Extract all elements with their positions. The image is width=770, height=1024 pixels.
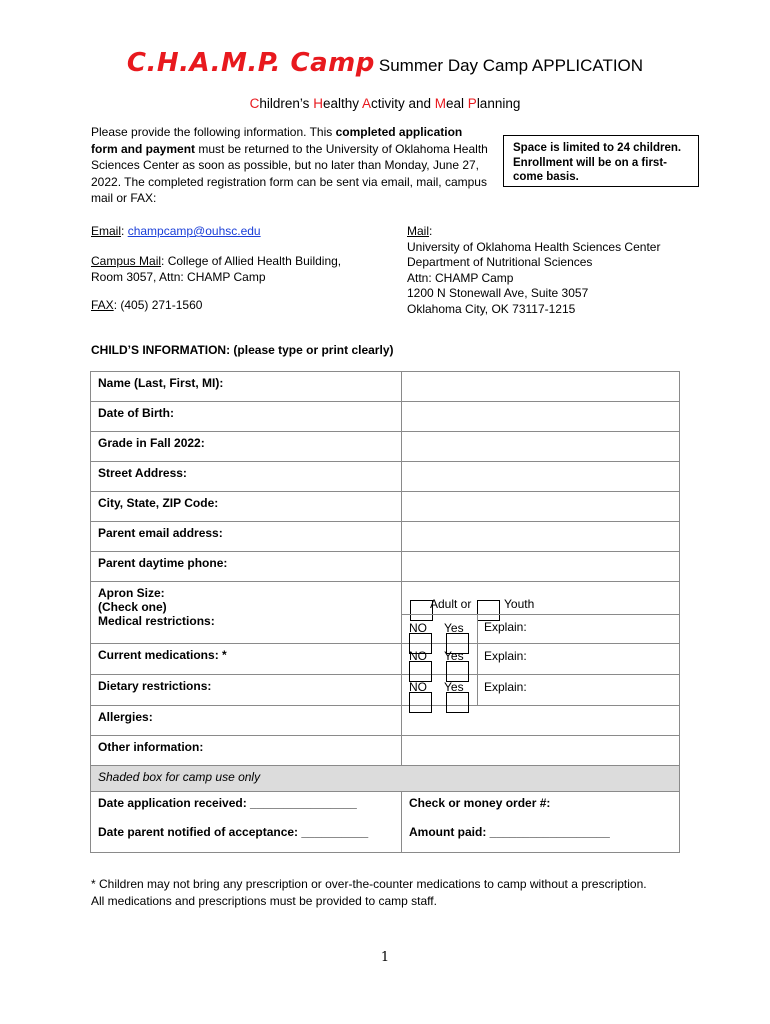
mail-label: Mail (407, 224, 430, 238)
parent-email-label: Parent email address: (91, 522, 402, 552)
table-row (91, 736, 680, 766)
mail-address-line: University of Oklahoma Health Sciences Center (407, 239, 661, 254)
medical-explain-label: Explain: (484, 620, 527, 634)
subtitle-cap: H (313, 96, 323, 111)
campus-mail-line: : College of Allied Health Building, (161, 254, 342, 268)
subtitle-word: eal (446, 96, 468, 111)
form-title-text: Summer Day Camp APPLICATION (378, 56, 644, 75)
subtitle-word: ealthy (322, 96, 362, 111)
mail-address-line: Department of Nutritional Sciences (407, 255, 593, 269)
table-row (91, 492, 680, 522)
table-row (91, 675, 680, 706)
date-notified-field: Date parent notified of acceptance: __________ (91, 821, 402, 853)
table-row (91, 582, 680, 644)
medications-explain-label: Explain: (484, 649, 527, 663)
dietary-no-label: NO (409, 680, 427, 694)
table-row (91, 706, 680, 736)
check-number-field: Check or money order #: (402, 792, 680, 821)
mail-address-line: 1200 N Stonewall Ave, Suite 3057 (407, 286, 589, 300)
table-row (91, 792, 680, 821)
subtitle-cap: M (434, 96, 447, 111)
mail-address-line: Oklahoma City, OK 73117-1215 (407, 301, 576, 316)
email-contact: Email: champcamp@ouhsc.edu (91, 224, 261, 238)
dietary-yes-checkbox[interactable] (446, 692, 469, 713)
dietary-yes-label: Yes (444, 680, 464, 694)
apron-label: Apron Size: (98, 586, 165, 600)
apron-medical-cell (402, 582, 680, 644)
grade-label: Grade in Fall 2022: (91, 432, 402, 462)
parent-email-field[interactable] (402, 522, 680, 552)
street-label: Street Address: (91, 462, 402, 492)
amount-paid-field: Amount paid: __________________ (402, 821, 680, 853)
dietary-yn-group (402, 675, 478, 705)
other-info-field[interactable] (402, 736, 680, 766)
youth-option-label: Youth (504, 597, 535, 611)
camp-subtitle (0, 96, 770, 111)
intro-paragraph (91, 124, 491, 207)
parent-phone-field[interactable] (402, 552, 680, 582)
table-row (91, 821, 680, 853)
section-heading: CHILD’S INFORMATION: (please type or print clearly) (91, 343, 394, 357)
intro-text-1: Please provide the following information. This (91, 125, 336, 139)
allergies-field[interactable] (402, 706, 680, 736)
form-title (0, 48, 770, 78)
divider (477, 614, 679, 615)
dietary-cell (402, 675, 680, 706)
subtitle-word: hildren’s (259, 96, 314, 111)
adult-option-label: Adult or (430, 597, 472, 611)
medications-no-label: NO (409, 649, 427, 663)
campus-mail-line: Room 3057, Attn: CHAMP Camp (91, 269, 266, 284)
dietary-label: Dietary restrictions: (91, 675, 402, 706)
youth-checkbox[interactable] (477, 600, 500, 621)
table-row (91, 644, 680, 675)
table-row (91, 552, 680, 582)
office-use-note: Shaded box for camp use only (91, 766, 680, 792)
subtitle-cap: P (467, 96, 477, 111)
table-row (91, 432, 680, 462)
apron-medical-label-cell (91, 582, 402, 644)
table-row (91, 402, 680, 432)
medications-yn-group (402, 644, 478, 674)
medical-no-label: NO (409, 621, 427, 635)
camp-brand-name: C.H.A.M.P. Camp (126, 48, 375, 78)
subtitle-cap: C (249, 96, 260, 111)
city-field[interactable] (402, 492, 680, 522)
medical-yn-group (402, 614, 478, 644)
campus-mail-label: Campus Mail (91, 254, 162, 268)
subtitle-word: lanning (476, 96, 521, 111)
city-label: City, State, ZIP Code: (91, 492, 402, 522)
medications-cell (402, 644, 680, 675)
other-info-label: Other information: (91, 736, 402, 766)
medical-yes-label: Yes (444, 621, 464, 635)
fax-contact (91, 298, 202, 314)
intro-text-2: must be returned to the University of Oklahoma Health Sciences Center as soon as possible, but no later than Monday, June 27, 2022. The completed registration form can be sent via email, mail, campus mail or FAX: (91, 141, 488, 206)
dietary-no-checkbox[interactable] (409, 692, 432, 713)
name-label: Name (Last, First, MI): (91, 372, 402, 402)
enrollment-notice: Space is limited to 24 children. Enrollment will be on a first-come basis. (503, 135, 699, 187)
dietary-explain-label: Explain: (484, 680, 527, 694)
medications-label: Current medications: * (91, 644, 402, 675)
medical-label: Medical restrictions: (98, 614, 215, 628)
footnote-line: All medications and prescriptions must be provided to camp staff. (91, 894, 437, 908)
subtitle-word: ctivity and (370, 96, 435, 111)
medication-footnote (91, 876, 691, 910)
email-label: Email (91, 224, 122, 238)
intro-bold-text: completed application form and payment (91, 125, 463, 156)
medications-yes-label: Yes (444, 649, 464, 663)
subtitle-cap: A (361, 96, 371, 111)
allergies-label: Allergies: (91, 706, 402, 736)
table-row (91, 372, 680, 402)
fax-number: : (405) 271-1560 (113, 298, 203, 312)
email-link[interactable]: champcamp@ouhsc.edu (127, 224, 261, 238)
apron-sublabel: (Check one) (98, 600, 167, 614)
street-field[interactable] (402, 462, 680, 492)
page-number: 1 (380, 950, 390, 965)
campus-mail-contact (91, 254, 391, 285)
grade-field[interactable] (402, 432, 680, 462)
fax-label: FAX (91, 298, 114, 312)
parent-phone-label: Parent daytime phone: (91, 552, 402, 582)
table-row (91, 462, 680, 492)
child-info-table (90, 371, 680, 853)
dob-label: Date of Birth: (91, 402, 402, 432)
name-field[interactable] (402, 372, 680, 402)
mail-contact: Mail: University of Oklahoma Health Sciences Center Department of Nutritional Sciences Attn: CHAMP Camp 1200 N Stonewall Ave, Suite 3057 Oklahoma City, OK 73117-1215 (407, 224, 661, 316)
footnote-line: * Children may not bring any prescription or over-the-counter medications to camp without a prescription. (91, 877, 647, 891)
table-row (91, 522, 680, 552)
date-received-field: Date application received: ________________ (91, 792, 402, 821)
mail-address-line: Attn: CHAMP Camp (407, 270, 514, 285)
table-row (91, 766, 680, 792)
dob-field[interactable] (402, 402, 680, 432)
